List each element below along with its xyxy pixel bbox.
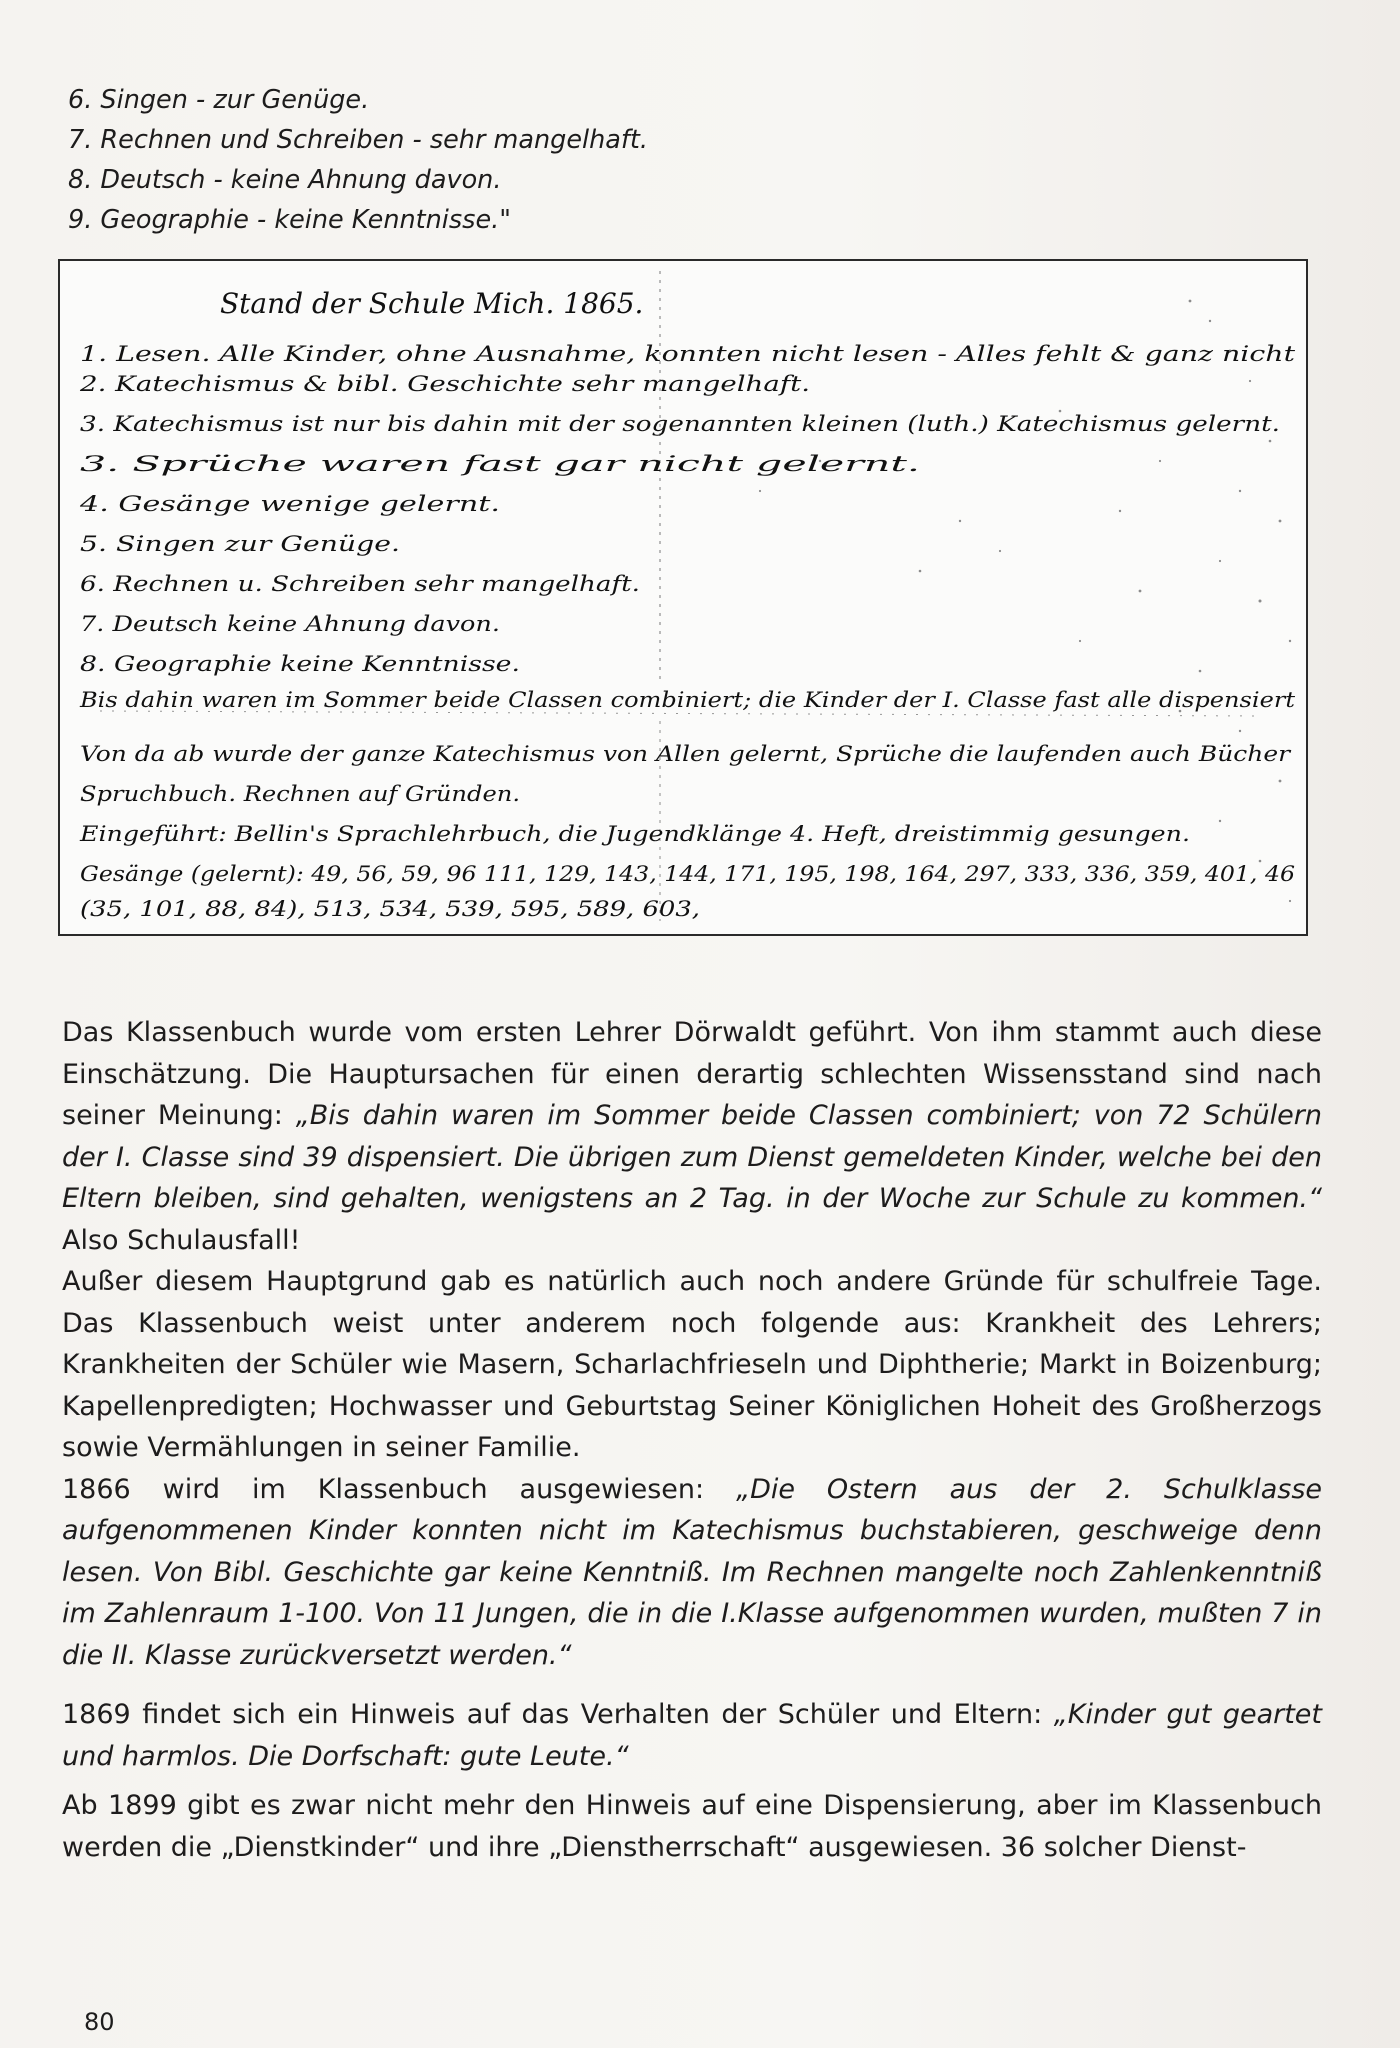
facsimile-drawing bbox=[60, 261, 1306, 934]
facsimile-line: Von da ab wurde der ganze Katechismus von Allen gelernt, Sprüche die laufenden auch Bücher bbox=[80, 742, 1293, 766]
list-item: 7. Rechnen und Schreiben - sehr mangelhaft. bbox=[68, 125, 649, 155]
facsimile-line: 6. Rechnen u. Schreiben sehr mangelhaft. bbox=[80, 572, 640, 596]
facsimile-line: 1. Lesen. Alle Kinder, ohne Ausnahme, konnten nicht lesen - Alles fehlt & ganz nicht bbox=[80, 342, 1296, 366]
facsimile-heading: Stand der Schule Mich. 1865. bbox=[220, 287, 644, 320]
facsimile-line: 2. Katechismus & bibl. Geschichte sehr mangelhaft. bbox=[78, 372, 811, 396]
list-item: 8. Deutsch - keine Ahnung davon. bbox=[68, 165, 502, 195]
numbered-list bbox=[68, 80, 968, 240]
facsimile-line: (35, 101, 88, 84), 513, 534, 539, 595, 589, 603, bbox=[80, 897, 700, 921]
quote-run: „Kinder gut geartet und harmlos. Die Dorfschaft: gute Leute.“ bbox=[62, 1699, 1322, 1772]
text-run: 1866 wird im Klassenbuch ausgewiesen: bbox=[62, 1473, 737, 1505]
paragraph bbox=[62, 1261, 1322, 1469]
text-run: Außer diesem Hauptgrund gab es natürlich auch noch andere Gründe für schulfreie Tage. Das Klassenbuch weist unter anderem noch folgende aus: Krankheit des Lehrers; Krankheiten der Schüler wie Masern, Scharlachfrieseln und Diphtherie; Markt in Boizenburg; Kapellenpredigten; Hochwasser und Geburtstag Seiner Königlichen Hoheit des Großherzogs sowie Vermählungen in seiner Familie. bbox=[62, 1266, 1322, 1463]
paragraph bbox=[62, 1694, 1322, 1777]
facsimile-line: 3. Sprüche waren fast gar nicht gelernt. bbox=[80, 452, 920, 476]
paragraph bbox=[62, 1469, 1322, 1677]
paragraph bbox=[62, 1785, 1322, 1868]
text-run: Ab 1899 gibt es zwar nicht mehr den Hinweis auf eine Dispensierung, aber im Klassenbuch werden die „Dienstkinder“ und ihre „Dienstherrschaft“ ausgewiesen. 36 solcher Dienst- bbox=[62, 1790, 1322, 1863]
text-run: Also Schulausfall! bbox=[62, 1224, 301, 1256]
quote-run: „Bis dahin waren im Sommer beide Classen combiniert; von 72 Schülern der I. Classe sind 39 dispensiert. Die übrigen zum Dienst gemeldeten Kinder, welche bei den Eltern bleiben, sind gehalten, wenigstens an 2 Tag. in der Woche zur Schule zu kommen.“ bbox=[62, 1100, 1322, 1214]
facsimile-line: Bis dahin waren im Sommer beide Classen combiniert; die Kinder der I. Classe fast alle dispensiert bbox=[78, 688, 1296, 712]
scan-noise bbox=[759, 300, 1291, 903]
quote-run: „Die Ostern aus der 2. Schulklasse aufgenommenen Kinder konnten nicht im Katechismus buchstabieren, geschweige denn lesen. Von Bibl. Geschichte gar keine Kenntniß. Im Rechnen mangelte noch Zahlenkenntniß im Zahlenraum 1-100. Von 11 Jungen, die in die I.Klasse aufgenommen wurden, mußten 7 in die II. Klasse zurückversetzt werden.“ bbox=[62, 1473, 1322, 1671]
text-run: 1869 findet sich ein Hinweis auf das Verhalten der Schüler und Eltern: bbox=[62, 1699, 1054, 1730]
paragraph bbox=[62, 1012, 1322, 1261]
list-item: 6. Singen - zur Genüge. bbox=[68, 85, 370, 115]
facsimile-line: 3. Katechismus ist nur bis dahin mit der sogenannten kleinen (luth.) Katechismus gelernt. bbox=[80, 412, 1280, 436]
facsimile-line: 7. Deutsch keine Ahnung davon. bbox=[80, 612, 500, 636]
facsimile-line: Eingeführt: Bellin's Sprachlehrbuch, die Jugendklänge 4. Heft, dreistimmig gesungen. bbox=[78, 822, 1191, 846]
facsimile-line: Spruchbuch. Rechnen auf Gründen. bbox=[80, 782, 520, 806]
facsimile-line: 5. Singen zur Genüge. bbox=[80, 532, 400, 556]
facsimile-line: 4. Gesänge wenige gelernt. bbox=[78, 492, 500, 516]
facsimile-line: Gesänge (gelernt): 49, 56, 59, 96 111, 129, 143, 144, 171, 195, 198, 164, 297, 333, 336, 359, 401, 46 bbox=[80, 862, 1295, 886]
facsimile-line: 8. Geographie keine Kenntnisse. bbox=[80, 652, 520, 676]
text-run: Das Klassenbuch wurde vom ersten Lehrer Dörwaldt geführt. Von ihm stammt auch diese Einschätzung. Die Hauptursachen für einen derartig schlechten Wissensstand sind nach seiner Meinung: bbox=[62, 1017, 1322, 1131]
handwritten-facsimile bbox=[58, 259, 1308, 936]
body-text bbox=[62, 1012, 1322, 1868]
page-number: 80 bbox=[84, 2008, 115, 2036]
list-item: 9. Geographie - keine Kenntnisse." bbox=[68, 205, 511, 235]
